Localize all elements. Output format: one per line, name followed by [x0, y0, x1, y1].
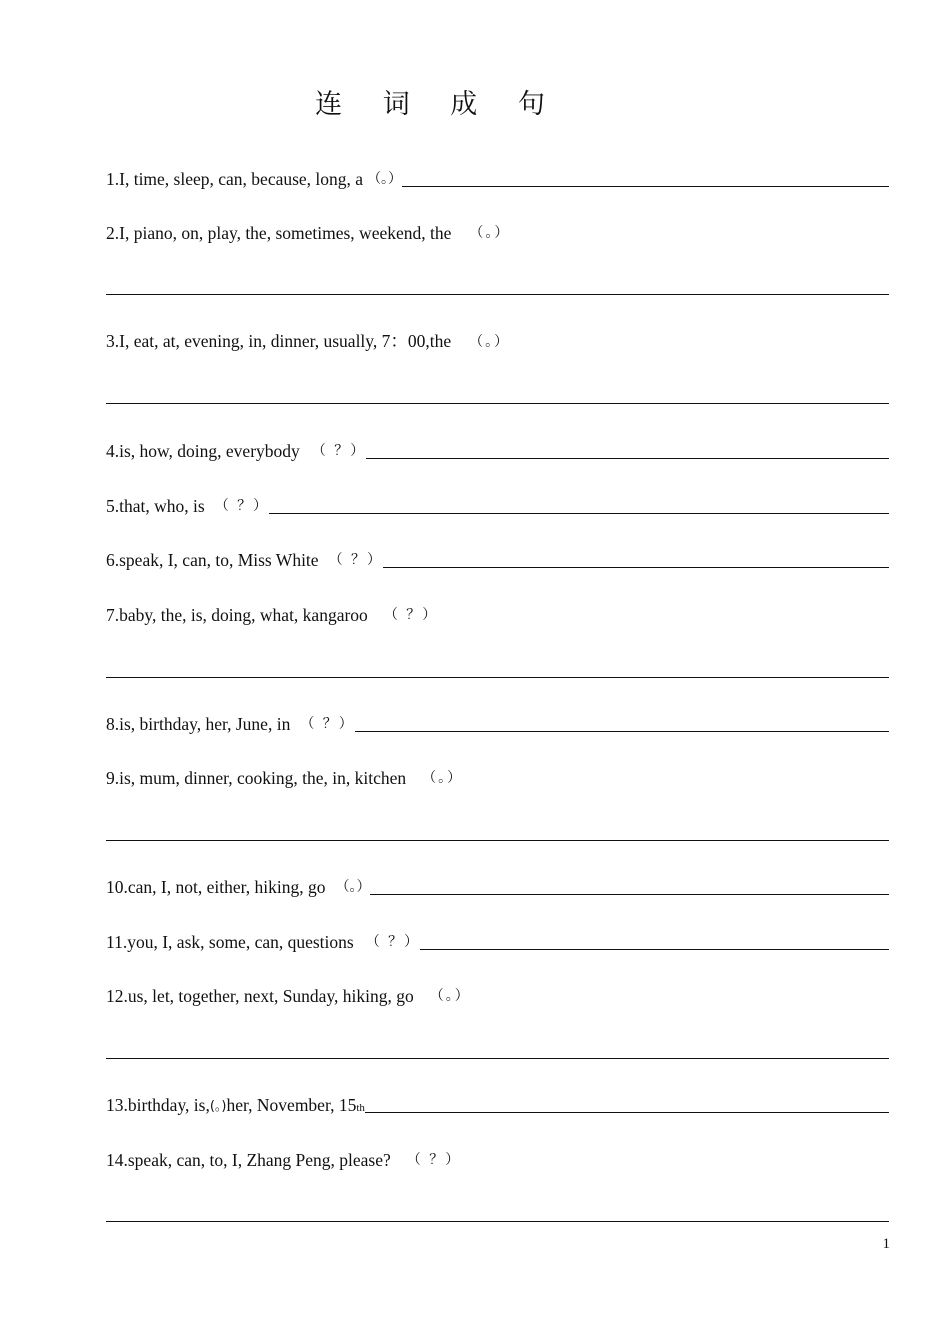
punctuation-hint: （ ？）: [328, 552, 384, 568]
question-text-continued: her, November, 15: [226, 1095, 357, 1115]
answer-line[interactable]: [106, 1058, 889, 1059]
question-2: [106, 220, 889, 244]
ordinal-suffix: th: [356, 1102, 365, 1114]
question-text: 4.is, how, doing, everybody: [106, 441, 300, 461]
question-4: [106, 438, 889, 462]
question-5: [106, 493, 889, 517]
punctuation-hint: （。）: [469, 225, 511, 241]
answer-line[interactable]: [370, 894, 889, 895]
punctuation-hint: （。）: [429, 988, 471, 1004]
answer-line[interactable]: [355, 731, 889, 732]
punctuation-hint: （。）: [469, 334, 511, 350]
question-text: 11.you, I, ask, some, can, questions: [106, 932, 354, 952]
question-text: 8.is, birthday, her, June, in: [106, 714, 291, 734]
punctuation-hint: （。）: [367, 171, 403, 187]
punctuation-hint: （ ？）: [365, 934, 421, 950]
question-10: [106, 874, 889, 898]
question-9: [106, 765, 889, 789]
answer-line[interactable]: [106, 840, 889, 841]
punctuation-hint: （ ？）: [311, 443, 367, 459]
answer-line[interactable]: [269, 513, 889, 514]
answer-line[interactable]: [106, 403, 889, 404]
question-11: [106, 929, 889, 953]
punctuation-hint: （ ？）: [383, 607, 439, 623]
question-text: 1.I, time, sleep, can, because, long, a: [106, 169, 364, 189]
punctuation-hint: （。）: [335, 879, 371, 895]
answer-line[interactable]: [106, 294, 889, 295]
question-text: 12.us, let, together, next, Sunday, hiking, go: [106, 986, 414, 1006]
page-number: 1: [882, 1236, 890, 1252]
answer-line[interactable]: [106, 677, 889, 678]
question-text: 5.that, who, is: [106, 496, 205, 516]
question-text: 13.birthday, is,: [106, 1095, 210, 1115]
question-14: [106, 1147, 889, 1171]
question-text: 7.baby, the, is, doing, what, kangaroo: [106, 605, 368, 625]
answer-line[interactable]: [106, 1221, 889, 1222]
question-3: [106, 329, 889, 353]
punctuation-hint: （ ？）: [300, 716, 355, 732]
question-6: [106, 547, 889, 571]
answer-line[interactable]: [365, 1112, 889, 1113]
punctuation-hint: （ ？）: [214, 498, 270, 514]
punctuation-hint: （ ？）: [406, 1152, 462, 1168]
question-text: 9.is, mum, dinner, cooking, the, in, kitchen: [106, 768, 407, 788]
question-13: [106, 1092, 889, 1116]
page-title: 连 词 成 句: [315, 89, 561, 120]
question-text: 10.can, I, not, either, hiking, go: [106, 877, 326, 897]
question-12: [106, 983, 889, 1007]
punctuation-hint: （。）: [422, 770, 464, 786]
question-1: [106, 166, 889, 190]
punctuation-hint: (。): [209, 1099, 227, 1114]
question-text: 3.I, eat, at, evening, in, dinner, usually, 7：00,the: [106, 331, 452, 351]
answer-line[interactable]: [383, 567, 889, 568]
question-7: [106, 602, 889, 626]
question-text: 14.speak, can, to, I, Zhang Peng, please?: [106, 1150, 391, 1170]
answer-line[interactable]: [420, 949, 889, 950]
answer-line[interactable]: [366, 458, 889, 459]
question-text: 2.I, piano, on, play, the, sometimes, weekend, the: [106, 223, 452, 243]
question-8: [106, 711, 889, 735]
answer-line[interactable]: [402, 186, 889, 187]
question-text: 6.speak, I, can, to, Miss White: [106, 550, 319, 570]
